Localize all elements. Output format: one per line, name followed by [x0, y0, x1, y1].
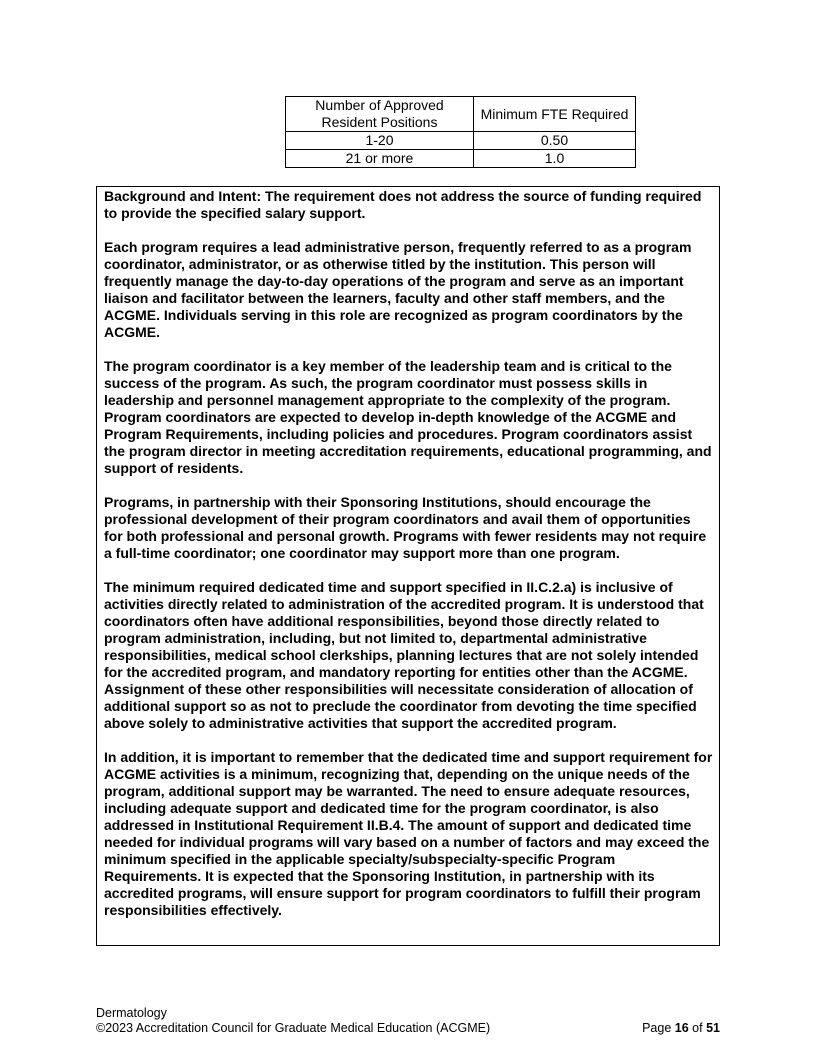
intent-paragraph: The program coordinator is a key member of the leadership team and is critical to the success of the program. As such, the program coordinator must possess skills in leadership and personnel management appropriate to the complexity of the program. Program coordinators are expected to develop in-depth knowledge of the ACGME and Program Requirements, including policies and procedures. Program coordinators assist the program director in meeting accreditation requirements, educational programming, and support of residents. [104, 358, 712, 476]
intent-paragraph: Background and Intent: The requirement does not address the source of funding required to provide the specified salary support. [104, 188, 702, 221]
footer-copyright: ©2023 Accreditation Council for Graduate Medical Education (ACGME) [96, 1021, 491, 1035]
intent-paragraph: In addition, it is important to remember that the dedicated time and support requirement for ACGME activities is a minimum, recognizing that, depending on the unique needs of the program, additional support may be warranted. The need to ensure adequate resources, including adequate support and dedicated time for the program coordinator, is also addressed in Institutional Requirement II.B.4. The amount of support and dedicated time needed for individual programs will vary based on a number of factors and may exceed the minimum specified in the applicable specialty/subspecialty-specific Program Requirements. It is expected that the Sponsoring Institution, in partnership with its accredited programs, will ensure support for program coordinators to fulfill their program responsibilities effectively. [104, 749, 713, 918]
page-footer [96, 1006, 720, 1036]
footer-specialty: Dermatology [96, 1006, 167, 1020]
fte-requirements-table [285, 96, 636, 168]
table-cell-positions: 1-20 [286, 132, 474, 150]
page-total: 51 [706, 1021, 720, 1035]
table-cell-positions: 21 or more [286, 150, 474, 168]
header-minimum-fte: Minimum FTE Required [474, 97, 636, 132]
page-of: of [692, 1021, 703, 1035]
table-cell-fte: 0.50 [474, 132, 636, 150]
background-intent-box [96, 186, 720, 946]
table-row [286, 132, 636, 150]
page-number [642, 1021, 720, 1036]
page-label: Page [642, 1021, 672, 1035]
intent-paragraph: Programs, in partnership with their Sponsoring Institutions, should encourage the professional development of their program coordinators and avail them of opportunities for both professional and personal growth. Programs with fewer residents may not require a full-time coordinator; one coordinator may support more than one program. [104, 494, 707, 561]
table-row [286, 150, 636, 168]
table-cell-fte: 1.0 [474, 150, 636, 168]
table-header-row [286, 97, 636, 132]
footer-row [96, 1021, 720, 1036]
page-current: 16 [674, 1021, 689, 1035]
intent-paragraph: Each program requires a lead administrative person, frequently referred to as a program coordinator, administrator, or as otherwise titled by the institution. This person will frequently manage the day-to-day operations of the program and serve as an important liaison and facilitator between the learners, faculty and other staff members, and the ACGME. Individuals serving in this role are recognized as program coordinators by the ACGME. [104, 239, 692, 340]
intent-paragraph: The minimum required dedicated time and support specified in II.C.2.a) is inclusive of activities directly related to administration of the accredited program. It is understood that coordinators often have additional responsibilities, beyond those directly related to program administration, including, but not limited to, departmental administrative responsibilities, medical school clerkships, planning lectures that are not solely intended for the accredited program, and mandatory reporting for entities other than the ACGME. Assignment of these other responsibilities will necessitate consideration of allocation of additional support so as not to preclude the coordinator from devoting the time specified above solely to administrative activities that support the accredited program. [104, 579, 704, 731]
header-approved-positions: Number of Approved Resident Positions [286, 97, 474, 132]
